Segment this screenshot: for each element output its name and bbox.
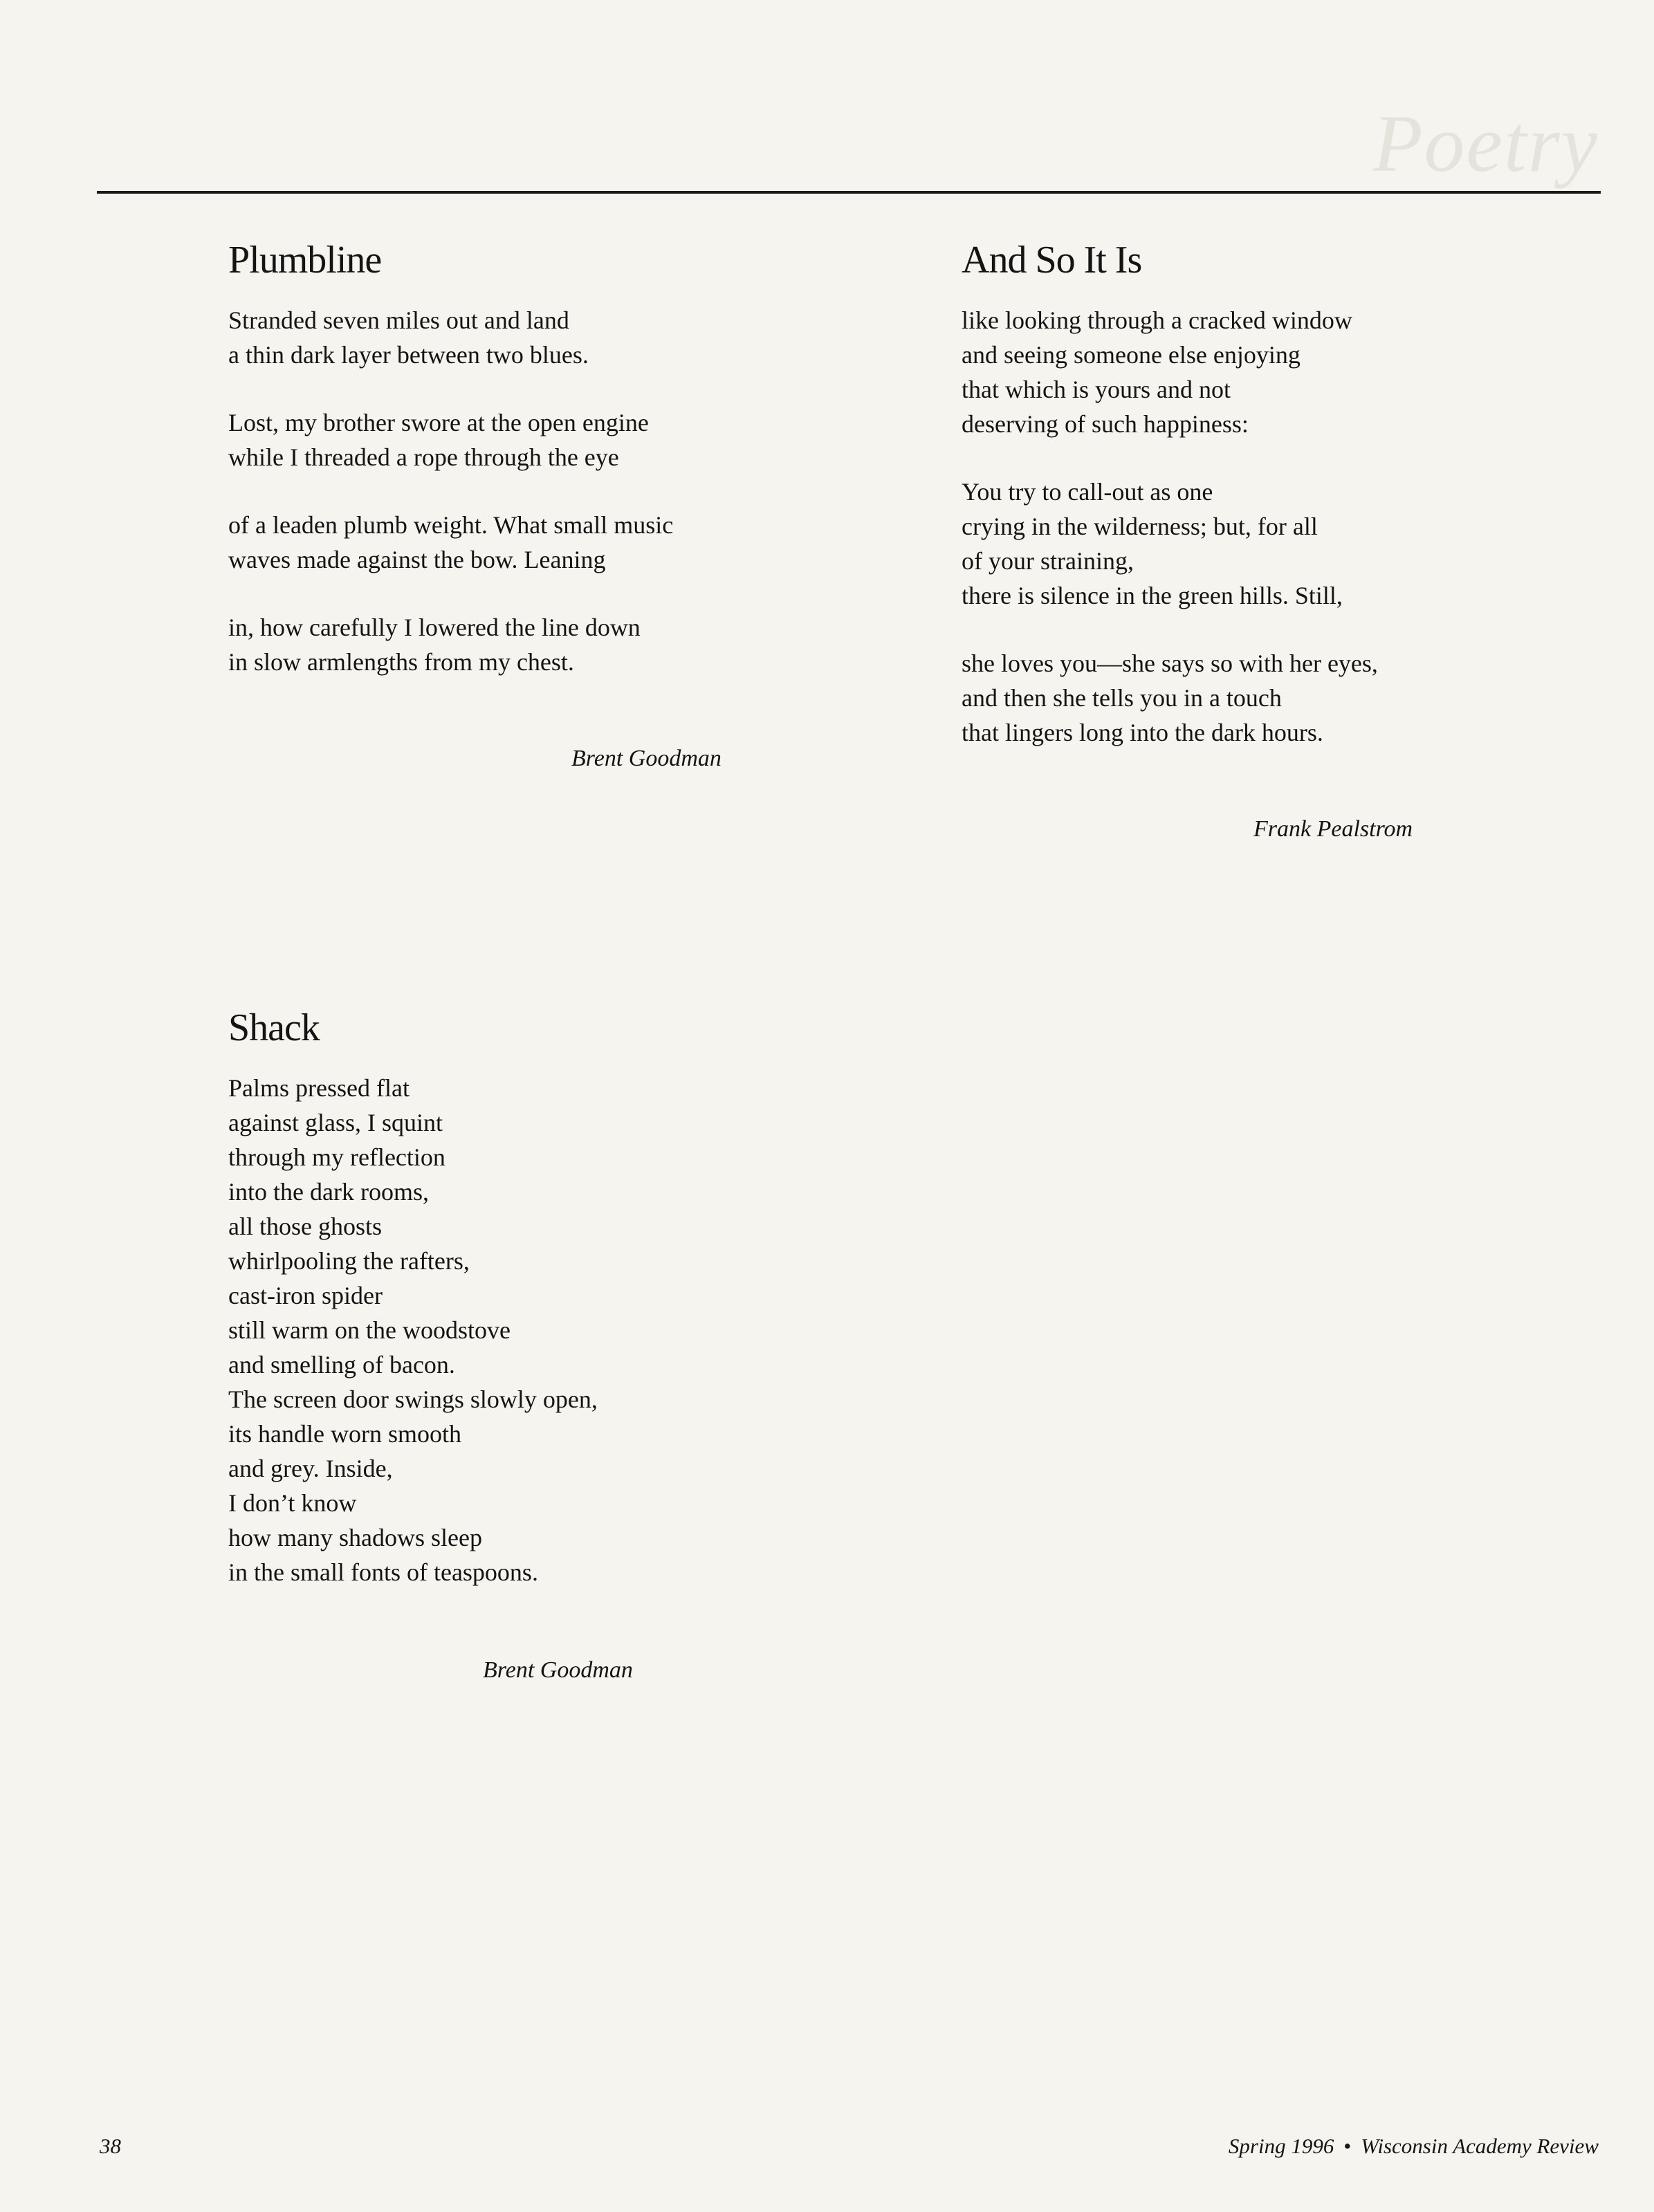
poem-line: there is silence in the green hills. Still,: [962, 581, 1343, 609]
poem-line: through my reflection: [228, 1143, 445, 1171]
poem-line: into the dark rooms,: [228, 1177, 429, 1206]
poem-line: You try to call-out as one: [962, 477, 1213, 506]
poem-author: Brent Goodman: [483, 1657, 633, 1683]
header-rule: [97, 191, 1601, 194]
poem-line: and grey. Inside,: [228, 1454, 393, 1482]
poem-line: in slow armlengths from my chest.: [228, 647, 574, 676]
poem-line: crying in the wilderness; but, for all: [962, 512, 1318, 540]
poem-title: And So It Is: [962, 239, 1142, 282]
poem-and-so-it-is: [962, 239, 1515, 783]
poem-line: The screen door swings slowly open,: [228, 1385, 598, 1413]
poem-line: deserving of such happiness:: [962, 409, 1249, 438]
poem-line: she loves you—she says so with her eyes,: [962, 649, 1378, 677]
poem-line: while I threaded a rope through the eye: [228, 443, 619, 471]
poem-line: I don’t know: [228, 1489, 357, 1517]
stanza: [962, 303, 1515, 441]
stanza: [962, 474, 1515, 613]
poem-line: Stranded seven miles out and land: [228, 306, 569, 334]
poem-line: a thin dark layer between two blues.: [228, 340, 589, 369]
page-number: 38: [100, 2134, 121, 2158]
footer-separator: •: [1343, 2134, 1352, 2158]
poem-line: that which is yours and not: [962, 375, 1231, 403]
stanza: [228, 303, 782, 372]
poem-title: Shack: [228, 1006, 320, 1049]
poem-line: that lingers long into the dark hours.: [962, 718, 1323, 746]
poem-title: Plumbline: [228, 239, 382, 282]
poem-line: all those ghosts: [228, 1212, 382, 1240]
poem-line: in the small fonts of teaspoons.: [228, 1558, 538, 1586]
poem-line: Palms pressed flat: [228, 1073, 410, 1102]
poem-line: waves made against the bow. Leaning: [228, 545, 606, 573]
poem-line: in, how carefully I lowered the line down: [228, 613, 641, 641]
running-footer: [1229, 2134, 1599, 2159]
section-label: Poetry: [1372, 98, 1599, 189]
publication-name: Wisconsin Academy Review: [1361, 2134, 1599, 2158]
poem-author: Brent Goodman: [571, 746, 722, 771]
poem-line: how many shadows sleep: [228, 1523, 482, 1551]
stanza: [962, 646, 1515, 750]
stanza: [228, 405, 782, 474]
poem-line: of a leaden plumb weight. What small music: [228, 510, 674, 539]
poem-line: whirlpooling the rafters,: [228, 1246, 470, 1275]
poem-line: and seeing someone else enjoying: [962, 340, 1301, 369]
issue-date: Spring 1996: [1228, 2134, 1334, 2158]
poem-line: like looking through a cracked window: [962, 306, 1352, 334]
poem-line: and then she tells you in a touch: [962, 683, 1282, 712]
poem-line: against glass, I squint: [228, 1108, 443, 1136]
stanza: [228, 610, 782, 679]
poem-line: its handle worn smooth: [228, 1419, 461, 1448]
poem-line: of your straining,: [962, 546, 1134, 575]
poem-shack: [228, 1007, 782, 1623]
poem-author: Frank Pealstrom: [1253, 816, 1413, 842]
poem-line: and smelling of bacon.: [228, 1350, 455, 1379]
poem-line: cast-iron spider: [228, 1281, 383, 1309]
poem-line: still warm on the woodstove: [228, 1316, 511, 1344]
stanza: [228, 1071, 782, 1589]
poem-line: Lost, my brother swore at the open engine: [228, 408, 649, 436]
poem-plumbline: [228, 239, 782, 712]
stanza: [228, 508, 782, 577]
